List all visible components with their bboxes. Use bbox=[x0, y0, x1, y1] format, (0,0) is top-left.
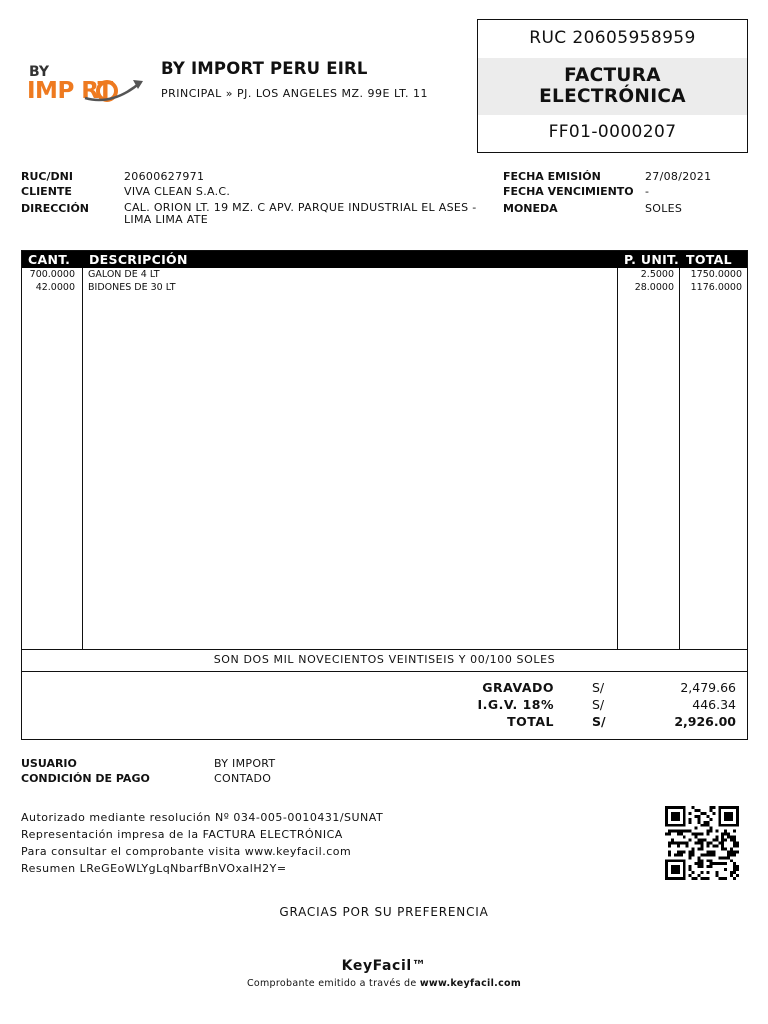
ruc-dni-value: 20600627971 bbox=[124, 170, 205, 183]
document-type-line2: ELECTRÓNICA bbox=[539, 86, 686, 107]
items-table-header bbox=[22, 251, 747, 268]
issuer-ruc: RUC 20605958959 bbox=[529, 28, 696, 48]
items-table bbox=[21, 250, 748, 650]
brand-name: KeyFacil™ bbox=[341, 958, 427, 974]
emitted-site: www.keyfacil.com bbox=[419, 978, 522, 989]
logo-import-text: IMP RT bbox=[27, 78, 113, 104]
user-label: USUARIO bbox=[21, 757, 77, 770]
legal-representation: Representación impresa de la FACTURA ELECTRÓNICA bbox=[21, 828, 343, 841]
igv-currency: S/ bbox=[592, 697, 605, 712]
row-total: 1176.0000 bbox=[690, 282, 742, 293]
logo-by-text: BY bbox=[29, 64, 50, 80]
document-type-band bbox=[478, 58, 747, 115]
client-label: CLIENTE bbox=[21, 185, 72, 198]
taxed-label: GRAVADO bbox=[482, 680, 554, 695]
row-total: 1750.0000 bbox=[690, 269, 742, 280]
row-qty: 700.0000 bbox=[29, 269, 75, 280]
client-value: VIVA CLEAN S.A.C. bbox=[124, 185, 231, 198]
table-row bbox=[22, 269, 747, 282]
document-box bbox=[477, 19, 748, 153]
column-divider bbox=[82, 268, 83, 649]
totals-box bbox=[21, 672, 748, 740]
total-value: 2,926.00 bbox=[674, 714, 736, 729]
company-name: BY IMPORT PERU EIRL bbox=[161, 59, 368, 78]
company-logo bbox=[27, 62, 145, 108]
logo-swoosh-icon bbox=[83, 76, 145, 106]
column-divider bbox=[617, 268, 618, 649]
currency-value: SOLES bbox=[645, 202, 683, 215]
amount-in-words: SON DOS MIL NOVECIENTOS VEINTISEIS Y 00/100 SOLES bbox=[21, 650, 748, 672]
header-description: DESCRIPCIÓN bbox=[89, 252, 188, 267]
header-qty: CANT. bbox=[28, 252, 71, 267]
row-qty: 42.0000 bbox=[35, 282, 75, 293]
total-currency: S/ bbox=[592, 714, 606, 729]
payment-condition-label: CONDICIÓN DE PAGO bbox=[21, 772, 150, 785]
legal-summary-hash: Resumen LReGEoWLYgLqNbarfBnVOxalH2Y= bbox=[21, 862, 287, 875]
igv-value: 446.34 bbox=[692, 697, 736, 712]
row-unit-price: 28.0000 bbox=[634, 282, 674, 293]
row-description: BIDONES DE 30 LT bbox=[88, 282, 176, 293]
thanks-message: GRACIAS POR SU PREFERENCIA bbox=[279, 905, 489, 919]
address-label: DIRECCIÓN bbox=[21, 202, 90, 215]
total-label: TOTAL bbox=[507, 714, 554, 729]
ruc-dni-label: RUC/DNI bbox=[21, 170, 73, 183]
header-total: TOTAL bbox=[686, 252, 732, 267]
legal-consult: Para consultar el comprobante visita www.keyfacil.com bbox=[21, 845, 352, 858]
user-value: BY IMPORT bbox=[214, 757, 276, 770]
due-date-value: - bbox=[645, 185, 650, 198]
payment-condition-value: CONTADO bbox=[214, 772, 272, 785]
qr-code-icon bbox=[665, 806, 739, 880]
due-date-label: FECHA VENCIMIENTO bbox=[503, 185, 634, 198]
company-address: PRINCIPAL » PJ. LOS ANGELES MZ. 99E LT. 11 bbox=[161, 87, 428, 100]
emitted-via bbox=[0, 978, 768, 989]
currency-label: MONEDA bbox=[503, 202, 558, 215]
emitted-prefix: Comprobante emitido a través de bbox=[246, 978, 420, 989]
taxed-currency: S/ bbox=[592, 680, 605, 695]
row-description: GALON DE 4 LT bbox=[88, 269, 160, 280]
address-value: CAL. ORION LT. 19 MZ. C APV. PARQUE INDUSTRIAL EL ASES - LIMA LIMA ATE bbox=[124, 201, 477, 226]
table-row bbox=[22, 282, 747, 295]
header-unit-price: P. UNIT. bbox=[624, 252, 680, 267]
igv-label: I.G.V. 18% bbox=[477, 697, 554, 712]
taxed-value: 2,479.66 bbox=[680, 680, 736, 695]
document-type-line1: FACTURA bbox=[564, 65, 661, 86]
row-unit-price: 2.5000 bbox=[640, 269, 674, 280]
legal-authorization: Autorizado mediante resolución Nº 034-005-0010431/SUNAT bbox=[21, 811, 384, 824]
issue-date-value: 27/08/2021 bbox=[645, 170, 712, 183]
column-divider bbox=[679, 268, 680, 649]
issue-date-label: FECHA EMISIÓN bbox=[503, 170, 601, 183]
document-number: FF01-0000207 bbox=[548, 122, 677, 142]
